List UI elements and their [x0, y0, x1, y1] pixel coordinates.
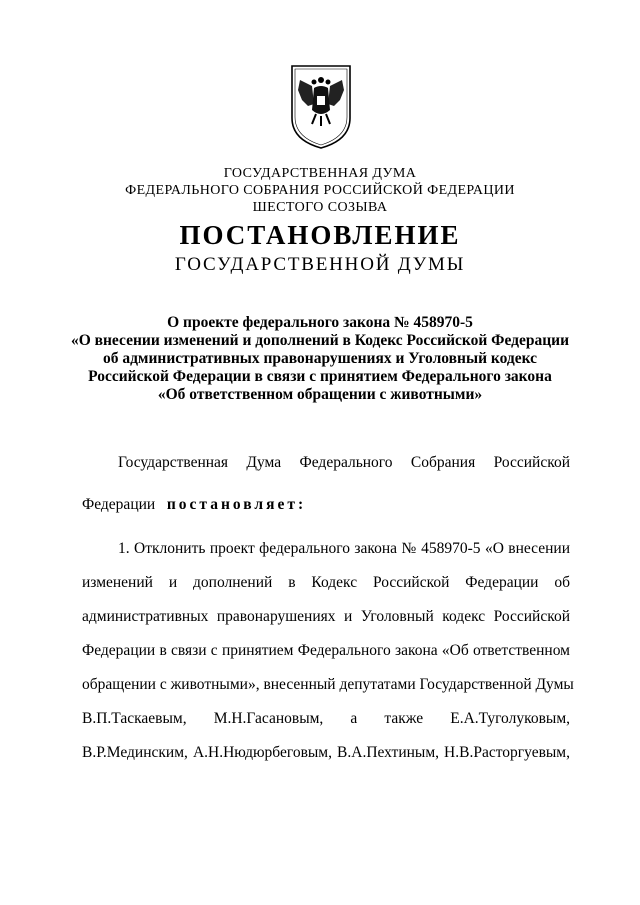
- clause-1-line-2: изменений и дополнений в Кодекс Российской Федерации об: [82, 574, 570, 591]
- document-subject: [60, 314, 580, 404]
- clause-1-line-3: административных правонарушениях и Уголовный кодекс Российской: [82, 608, 570, 625]
- subject-line-3: об административных правонарушениях и Уголовный кодекс: [102, 350, 538, 367]
- state-emblem-icon: [286, 60, 356, 152]
- header-line-1: ГОСУДАРСТВЕННАЯ ДУМА: [223, 166, 417, 181]
- preamble-keyword: постановляет:: [166, 496, 307, 513]
- clause-1-line-6: В.П.Таскаевым, М.Н.Гасановым, а также Е.А.Туголуковым,: [82, 710, 570, 727]
- header-line-3: ШЕСТОГО СОЗЫВА: [252, 200, 388, 215]
- preamble-paragraph: [82, 446, 570, 522]
- clause-1-paragraph: [82, 532, 574, 770]
- clause-1-line-1: 1. Отклонить проект федерального закона № 458970-5 «О внесении: [118, 540, 570, 557]
- document-subtitle: ГОСУДАРСТВЕННОЙ ДУМЫ: [174, 254, 466, 275]
- header-line-2: ФЕДЕРАЛЬНОГО СОБРАНИЯ РОССИЙСКОЙ ФЕДЕРАЦИИ: [125, 183, 515, 198]
- preamble-line-1: Государственная Дума Федерального Собрания Российской: [118, 454, 570, 471]
- subject-line-4: Российской Федерации в связи с принятием Федерального закона: [88, 368, 552, 385]
- subject-line-1: О проекте федерального закона № 458970-5: [167, 314, 473, 331]
- preamble-line-2-start: Федерации: [82, 496, 156, 513]
- clause-1-line-4: Федерации в связи с принятием Федерального закона «Об ответственном: [82, 642, 570, 659]
- subject-line-5: «Об ответственном обращении с животными»: [157, 386, 483, 403]
- clause-1-line-5: обращении с животными», внесенный депутатами Государственной Думы: [82, 676, 574, 693]
- subject-line-2: «О внесении изменений и дополнений в Кодекс Российской Федерации: [70, 332, 570, 349]
- preamble-line-2: [82, 488, 570, 522]
- document-title: ПОСТАНОВЛЕНИЕ: [179, 220, 461, 250]
- clause-1-line-7: В.Р.Мединским, А.Н.Нюдюрбеговым, В.А.Пехтиным, Н.В.Расторгуевым,: [82, 744, 570, 761]
